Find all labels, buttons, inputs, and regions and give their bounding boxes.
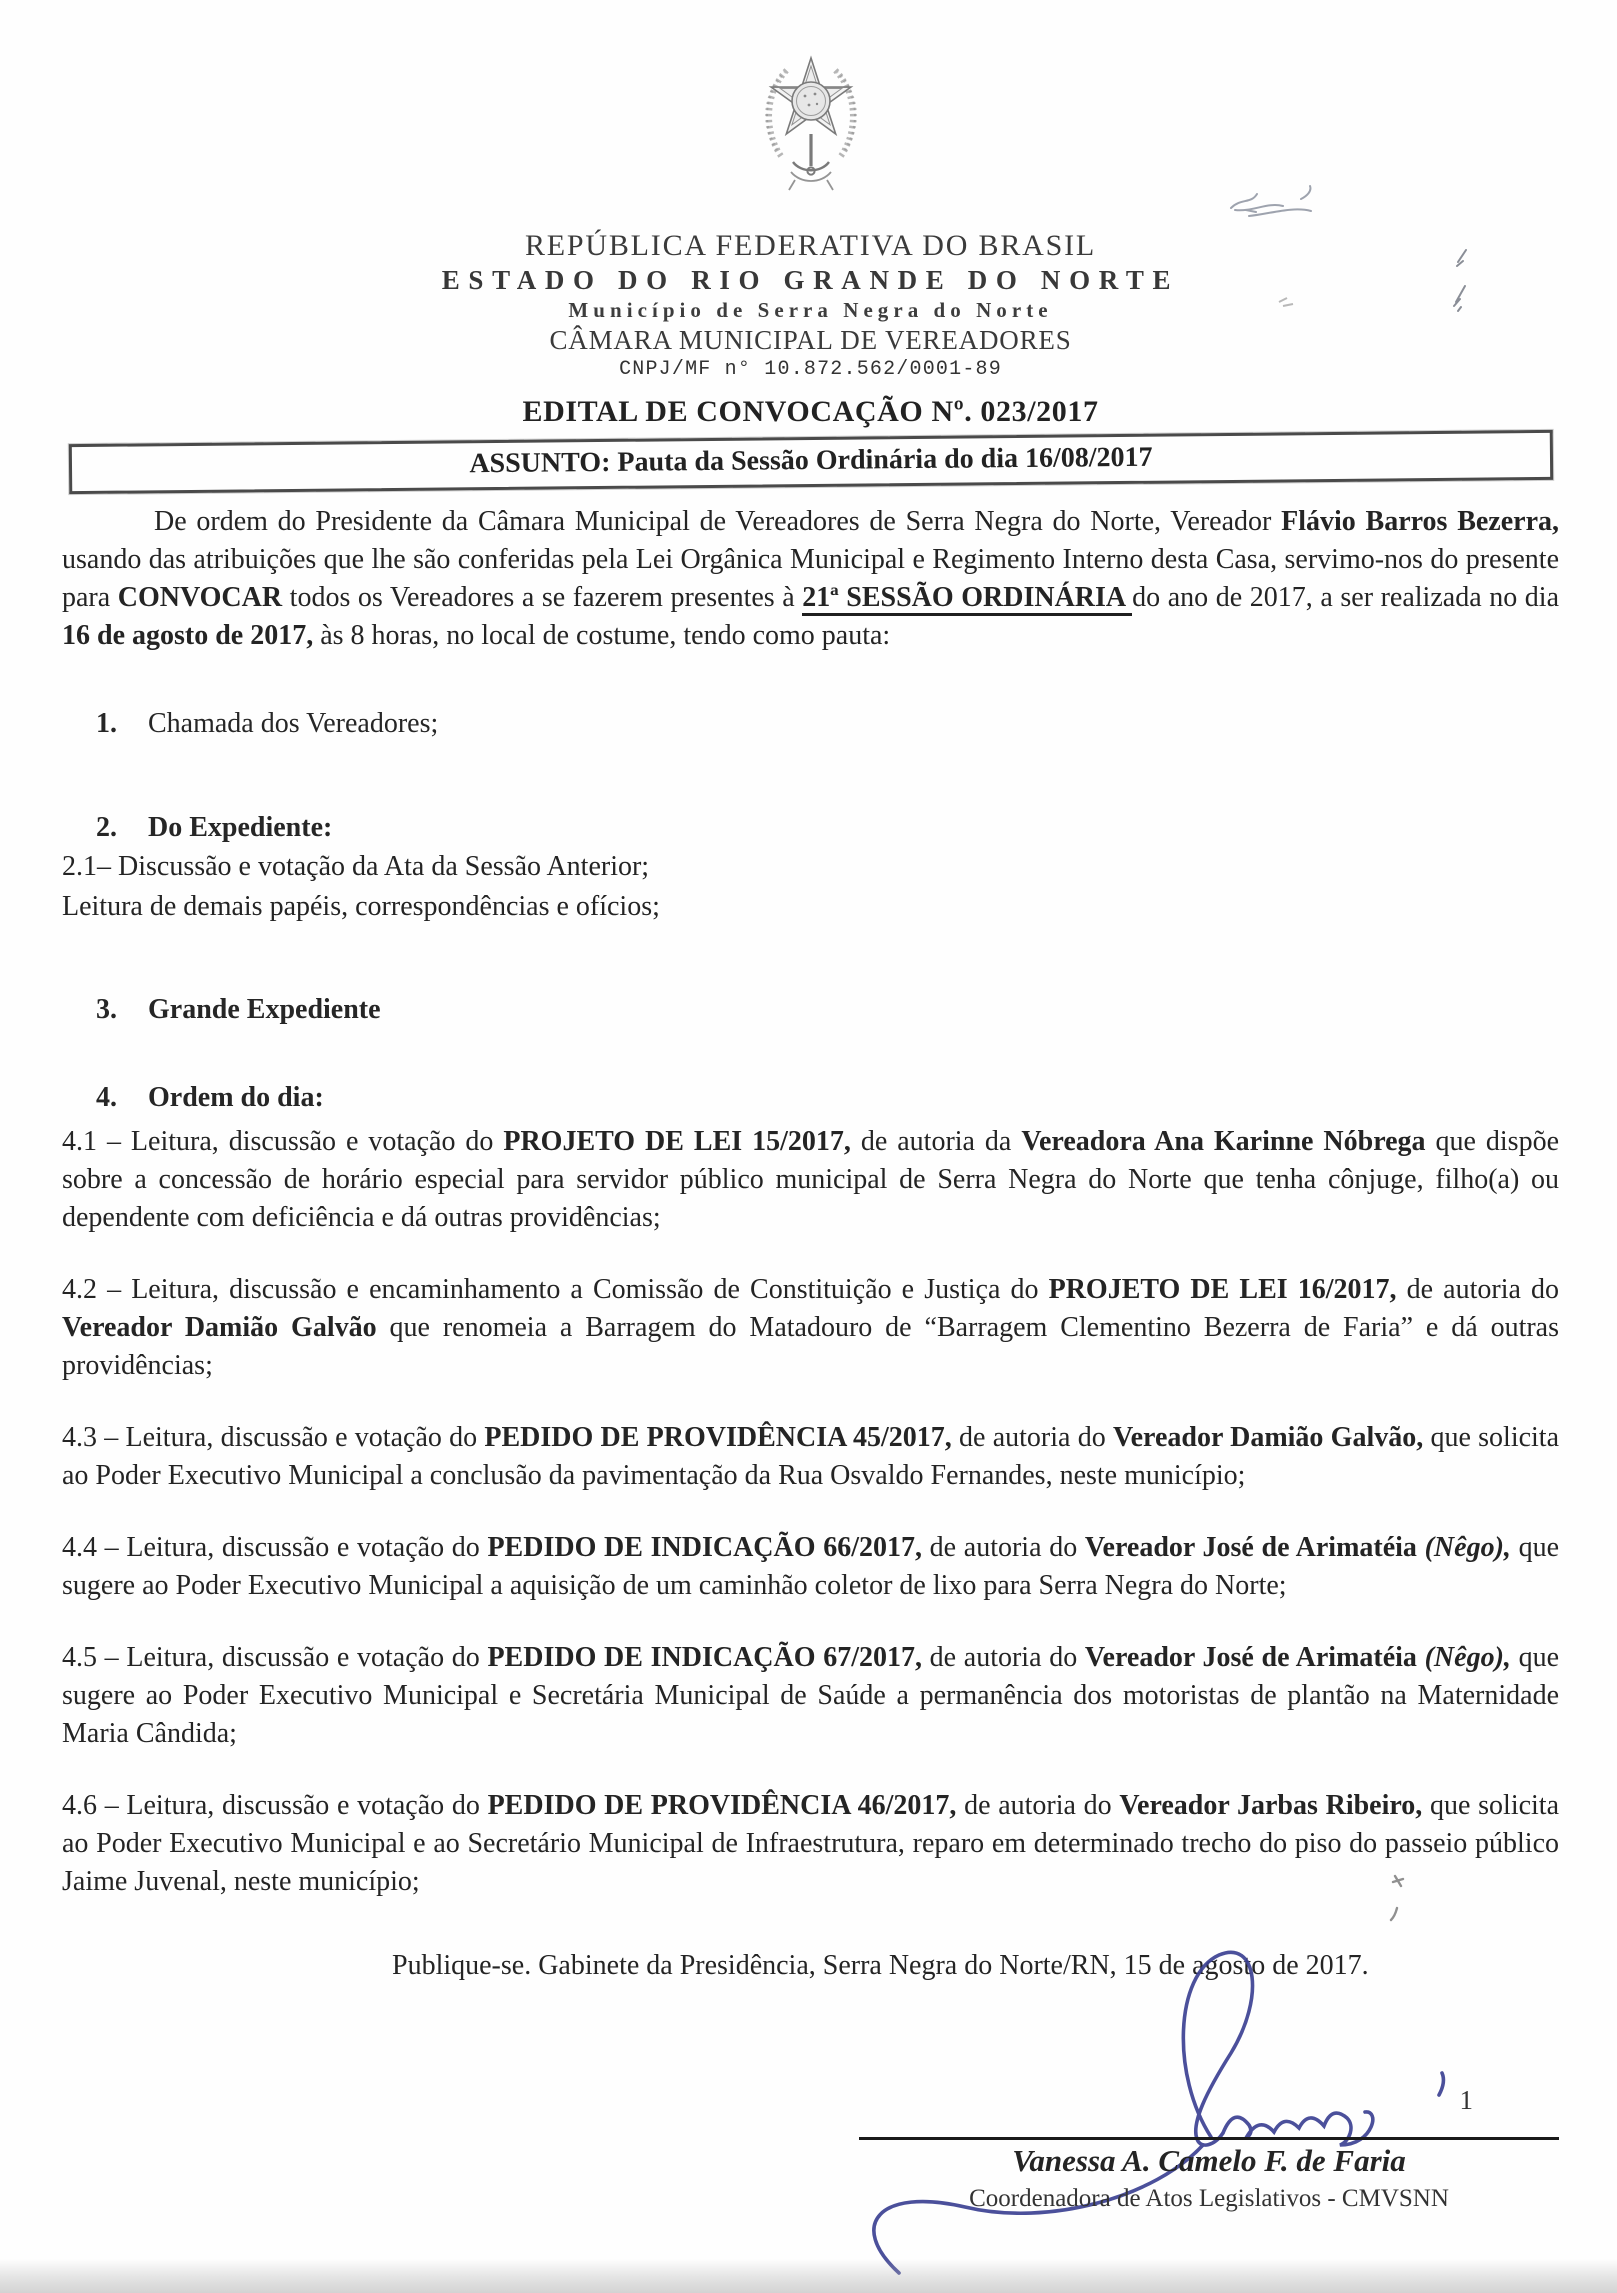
intro-paragraph: De ordem do Presidente da Câmara Municipal de Vereadores de Serra Negra do Norte, Vereador Flávio Barros Bezerra, usando das atribuições que lhe são conferidas pela Lei Orgânica Municipal e Regimento Interno desta Casa, servimo-nos do presente para CONVOCAR todos os Vereadores a se fazerem presentes à 21ª SESSÃO ORDINÁRIA do ano de 2017, a ser realizada no dia 16 de agosto de 2017, às 8 horas, no local de costume, tendo como pauta: bbox=[62, 506, 1560, 651]
ordem-do-dia-list bbox=[62, 1123, 1559, 1901]
agenda-item-4-number: 4. bbox=[96, 1082, 117, 1113]
ordem-item-4-4: 4.4 – Leitura, discussão e votação do PEDIDO DE INDICAÇÃO 66/2017, de autoria do Vereador José de Arimatéia (Nêgo), que sugere ao Poder Executivo Municipal a aquisição de um caminhão coletor de lixo para Serra Negra do Norte; bbox=[62, 1532, 1560, 1601]
signatory-role: Coordenadora de Atos Legislativos - CMVSNN bbox=[969, 2185, 1449, 2212]
subject-box bbox=[68, 430, 1552, 494]
agenda-item-3 bbox=[62, 991, 1559, 1029]
republic-name: REPÚBLICA FEDERATIVA DO BRASIL bbox=[524, 229, 1097, 262]
expediente-line-2: Leitura de demais papéis, correspondências e ofícios; bbox=[62, 891, 660, 922]
scan-edge-artifact bbox=[0, 2259, 1617, 2293]
agenda-item-1 bbox=[62, 705, 1559, 743]
handwritten-signature bbox=[799, 1935, 1617, 2275]
subject-text: ASSUNTO: Pauta da Sessão Ordinária do dia 16/08/2017 bbox=[468, 441, 1153, 480]
signature-block bbox=[859, 2027, 1559, 2237]
agenda-item-2-number: 2. bbox=[96, 812, 117, 843]
ordem-item-4-3: 4.3 – Leitura, discussão e votação do PEDIDO DE PROVIDÊNCIA 45/2017, de autoria do Vereador Damião Galvão, que solicita ao Poder Executivo Municipal a conclusão da pavimentação da Rua Osvaldo Fernandes, neste município; bbox=[62, 1422, 1560, 1491]
signature-line bbox=[859, 2137, 1559, 2140]
ordem-item-4-6: 4.6 – Leitura, discussão e votação do PEDIDO DE PROVIDÊNCIA 46/2017, de autoria do Vereador Jarbas Ribeiro, que solicita ao Poder Executivo Municipal e ao Secretário Municipal de Infraestrutura, reparo em determinado trecho do piso do passeio público Jaime Juvenal, neste município; bbox=[62, 1790, 1560, 1897]
expediente-line-1: 2.1– Discussão e votação da Ata da Sessão Anterior; bbox=[62, 851, 650, 882]
cnpj-number: CNPJ/MF n° 10.872.562/0001-89 bbox=[619, 358, 1002, 381]
municipality-name: Município de Serra Negra do Norte bbox=[568, 298, 1053, 322]
state-name: ESTADO DO RIO GRANDE DO NORTE bbox=[441, 265, 1180, 295]
ordem-item-4-1: 4.1 – Leitura, discussão e votação do PROJETO DE LEI 15/2017, de autoria da Vereadora Ana Karinne Nóbrega que dispõe sobre a concessão de horário especial para servidor público municipal de Serra Negra do Norte que tenha cônjuge, filho(a) ou dependente com deficiência e dá outras providências; bbox=[62, 1126, 1560, 1233]
closing-line: Publique-se. Gabinete da Presidência, Serra Negra do Norte/RN, 15 de agosto de 2017. bbox=[392, 1950, 1369, 1981]
chamber-name: CÂMARA MUNICIPAL DE VEREADORES bbox=[549, 325, 1072, 355]
agenda-item-3-label: Grande Expediente bbox=[148, 994, 381, 1025]
agenda-item-2-label: Do Expediente: bbox=[148, 812, 333, 843]
agenda-item-1-label: Chamada dos Vereadores; bbox=[148, 708, 439, 739]
agenda-item-2 bbox=[62, 809, 1559, 847]
letterhead bbox=[62, 42, 1559, 383]
page-number: 1 bbox=[1459, 2085, 1473, 2115]
signatory-name: Vanessa A. Camelo F. de Faria bbox=[1012, 2143, 1406, 2178]
agenda-item-4 bbox=[62, 1079, 1559, 1117]
agenda-item-4-label: Ordem do dia: bbox=[148, 1082, 324, 1113]
agenda-item-1-number: 1. bbox=[96, 708, 117, 739]
ordem-item-4-2: 4.2 – Leitura, discussão e encaminhamento a Comissão de Constituição e Justiça do PROJETO DE LEI 16/2017, de autoria do Vereador Damião Galvão que renomeia a Barragem do Matadouro de “Barragem Clementino Bezerra de Faria” e dá outras providências; bbox=[62, 1274, 1560, 1381]
edital-title: EDITAL DE CONVOCAÇÃO Nº. 023/2017 bbox=[522, 395, 1099, 428]
brazil-coat-of-arms-icon bbox=[751, 42, 871, 214]
agenda-item-3-number: 3. bbox=[96, 994, 117, 1025]
ordem-item-4-5: 4.5 – Leitura, discussão e votação do PEDIDO DE INDICAÇÃO 67/2017, de autoria do Vereador José de Arimatéia (Nêgo), que sugere ao Poder Executivo Municipal e Secretária Municipal de Saúde a permanência dos motoristas de plantão na Maternidade Maria Cândida; bbox=[62, 1642, 1560, 1749]
